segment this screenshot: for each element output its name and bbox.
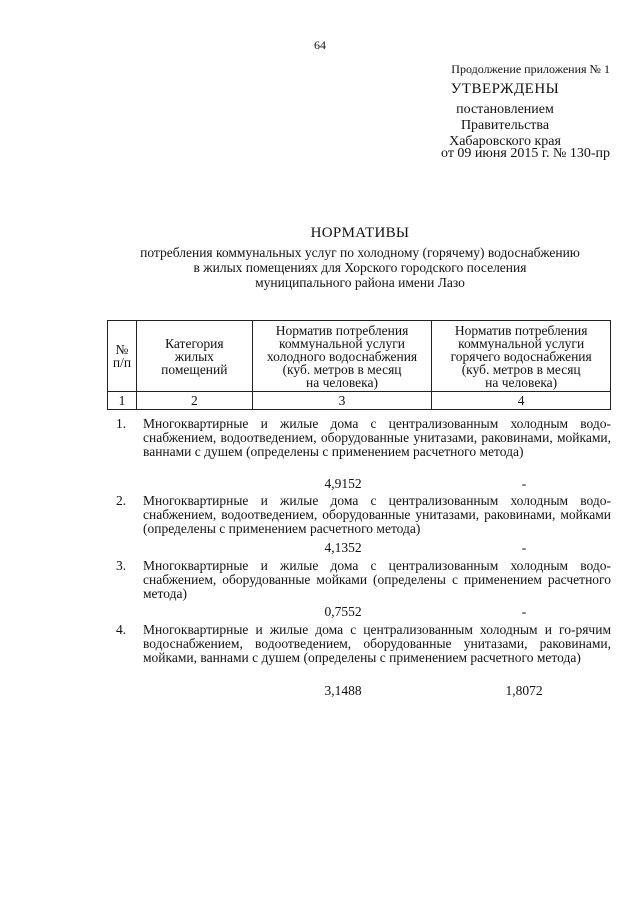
hot-water-value: - xyxy=(521,604,527,619)
row-description: Многоквартирные и жилые дома с централизованным холодным водо-снабжением, водоотведением, оборудованные унитазами, раковинами, мойками (определены с применением расчетного метода) xyxy=(143,493,611,536)
appendix-continuation: Продолжение приложения № 1 xyxy=(451,62,610,76)
cold-water-value: 3,1488 xyxy=(324,683,362,698)
cold-water-value: 4,1352 xyxy=(324,540,362,555)
approved-heading: УТВЕРЖДЕНЫ xyxy=(450,81,560,97)
subtitle-line: в жилых помещениях для Хорского городского поселения xyxy=(193,260,527,275)
approval-line: Правительства xyxy=(460,118,550,133)
row-number: 4. xyxy=(116,622,127,637)
document-subtitle xyxy=(105,245,615,290)
norms-table-header xyxy=(107,320,611,410)
row-description: Многоквартирные и жилые дома с централизованным холодным водо-снабжением, водоотведением, оборудованные унитазами, раковинами, мойками, ваннами с душем (определены с применением расчетного метода) xyxy=(143,416,611,459)
column-number-row xyxy=(108,392,611,410)
approval-block xyxy=(400,102,610,150)
header-cell-number: № п/п xyxy=(108,321,137,392)
subtitle-line: муниципального района имени Лазо xyxy=(255,275,465,290)
row-number: 3. xyxy=(116,558,127,573)
header-cell-category: Категория жилых помещений xyxy=(136,321,252,392)
page-number: 64 xyxy=(314,38,326,52)
column-number: 2 xyxy=(136,392,252,410)
header-cell-cold-water: Норматив потребления коммунальной услуги холодного водоснабжения (куб. метров в месяц на человека) xyxy=(252,321,432,392)
header-cell-hot-water: Норматив потребления коммунальной услуги горячего водоснабжения (куб. метров в месяц на человека) xyxy=(432,321,611,392)
row-number: 2. xyxy=(116,493,127,508)
hot-water-value: - xyxy=(521,540,527,555)
hot-water-value: - xyxy=(521,476,527,491)
approval-line: постановлением xyxy=(456,102,554,117)
approval-line: Хабаровского края xyxy=(449,134,561,149)
cold-water-value: 4,9152 xyxy=(324,476,362,491)
column-number: 4 xyxy=(432,392,611,410)
approval-date: от 09 июня 2015 г. № 130-пр xyxy=(441,146,610,161)
document-title: НОРМАТИВЫ xyxy=(310,225,410,241)
row-number: 1. xyxy=(116,416,127,431)
column-number: 1 xyxy=(108,392,137,410)
column-number: 3 xyxy=(252,392,432,410)
row-description: Многоквартирные и жилые дома с централизованным холодным водо-снабжением, оборудованные мойками (определены с применением расчетного метода) xyxy=(143,558,611,601)
header-row xyxy=(108,321,611,392)
subtitle-line: потребления коммунальных услуг по холодному (горячему) водоснабжению xyxy=(140,245,580,260)
hot-water-value: 1,8072 xyxy=(505,683,543,698)
cold-water-value: 0,7552 xyxy=(324,604,362,619)
row-description: Многоквартирные и жилые дома с централизованным холодным и го-рячим водоснабжением, водоотведением, оборудованные унитазами, раковинами, мойками, ваннами с душем (определены с применением расчетного метода) xyxy=(143,622,611,665)
